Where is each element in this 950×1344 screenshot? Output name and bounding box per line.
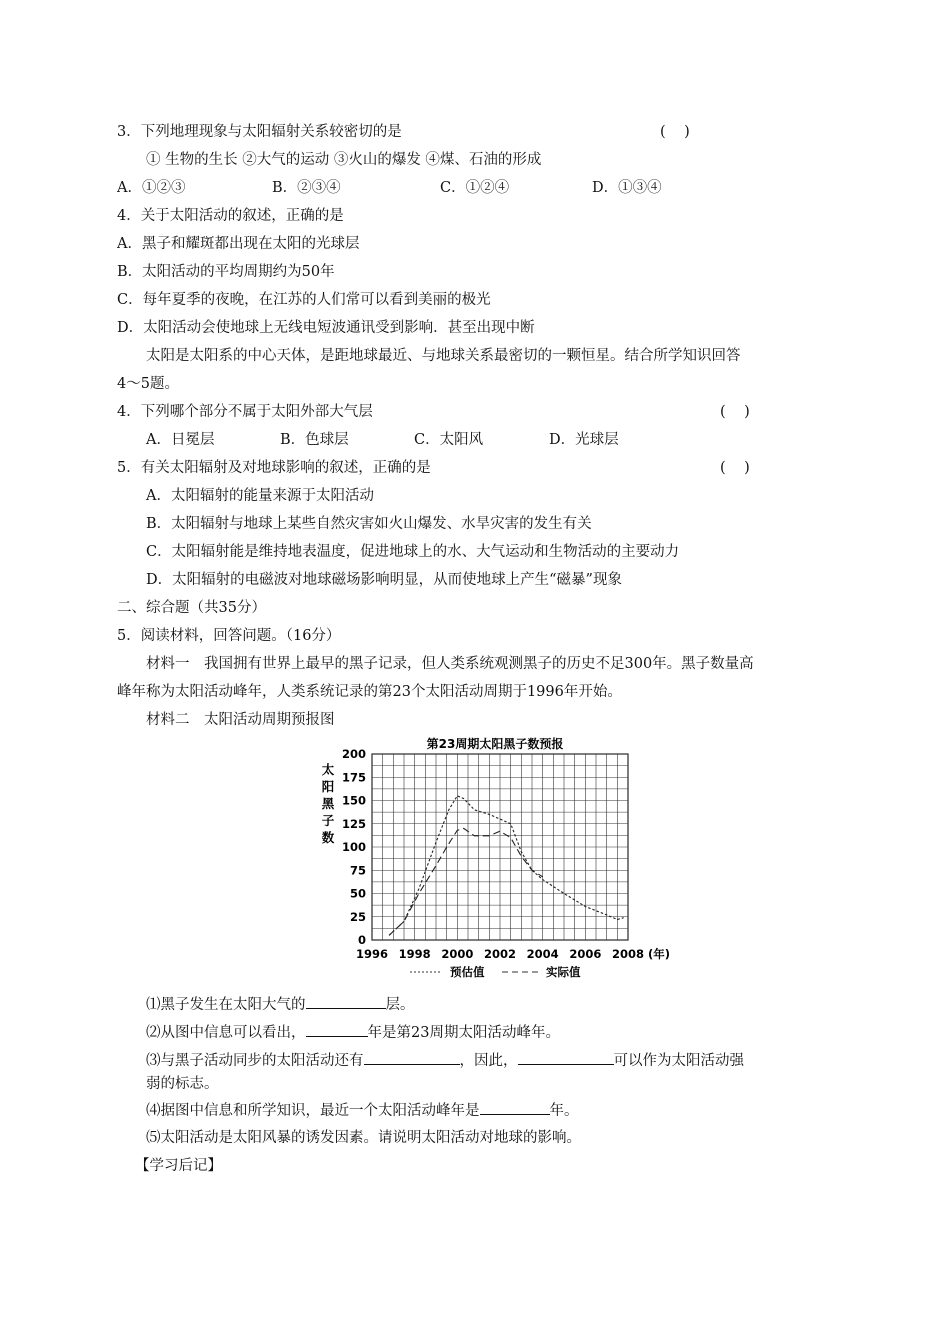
y-tick-label: 0 [357, 933, 366, 947]
subq-3-blank-2[interactable] [518, 1050, 614, 1065]
y-tick-label: 175 [341, 770, 366, 785]
chart-y-label [322, 762, 335, 845]
q3-option-b: B．②③④ [272, 180, 341, 196]
q4a-option-b: B．太阳活动的平均周期约为50年 [117, 264, 335, 280]
q3-option-c: C．①②④ [440, 180, 510, 196]
q4b-option-d: D．光球层 [549, 432, 619, 448]
q4b-stem: 4．下列哪个部分不属于太阳外部大气层 [117, 404, 373, 420]
q5a-answer-paren: ( ) [720, 460, 750, 476]
y-tick-label: 75 [349, 863, 366, 878]
y-tick-label: 100 [341, 840, 366, 854]
x-tick-label: 1996 [355, 947, 389, 961]
q5b-stem: 5．阅读材料，回答问题。（16分） [117, 628, 341, 644]
subq-3 [146, 1050, 744, 1071]
chart-grid [372, 754, 628, 940]
y-label-char: 黑 [321, 796, 335, 811]
chart-x-ticks [356, 947, 644, 961]
subq-2-blank[interactable] [306, 1022, 368, 1037]
x-tick-label: 2006 [569, 947, 602, 961]
y-tick-label: 200 [341, 747, 366, 761]
q3-answer-paren: ( ) [660, 124, 690, 140]
x-tick-label: 2008 [611, 947, 645, 961]
q4a-stem: 4．关于太阳活动的叙述，正确的是 [117, 208, 344, 224]
subq-2-suffix: 年是第23周期太阳活动峰年。 [367, 1025, 560, 1041]
legend-estimate-label: 预估值 [450, 965, 485, 979]
section-2-heading: 二、综合题（共35分） [117, 600, 266, 616]
subq-1-blank[interactable] [306, 994, 386, 1009]
subq-4-blank[interactable] [480, 1100, 550, 1115]
y-label-char: 阳 [321, 779, 335, 794]
q3-items: ① 生物的生长 ②大气的运动 ③火山的爆发 ④煤、石油的形成 [146, 152, 542, 168]
subq-4 [146, 1100, 579, 1121]
q5a-option-d: D．太阳辐射的电磁波对地球磁场影响明显，从而使地球上产生“磁暴”现象 [146, 572, 622, 588]
chart-series [389, 796, 624, 936]
q5a-stem: 5．有关太阳辐射及对地球影响的叙述，正确的是 [117, 460, 431, 476]
q4b-option-b: B．色球层 [280, 432, 349, 448]
subq-5: ⑸太阳活动是太阳风暴的诱发因素。请说明太阳活动对地球的影响。 [146, 1130, 581, 1146]
q4a-option-c: C．每年夏季的夜晚，在江苏的人们常可以看到美丽的极光 [117, 292, 491, 308]
subq-3-mid: ，因此， [459, 1053, 518, 1069]
y-tick-label: 125 [341, 816, 366, 831]
y-label-char: 子 [321, 813, 335, 828]
subq-2 [146, 1022, 560, 1043]
material-1-line-2: 峰年称为太阳活动峰年，人类系统记录的第23个太阳活动周期于1996年开始。 [117, 684, 622, 700]
subq-2-text: ⑵从图中信息可以看出， [146, 1025, 306, 1041]
sunspot-forecast-chart [310, 728, 680, 984]
afterword-heading: 【学习后记】 [135, 1158, 222, 1174]
y-tick-label: 150 [341, 793, 366, 808]
x-tick-label: 2004 [526, 947, 559, 961]
subq-3-blank-1[interactable] [364, 1050, 460, 1065]
chart-title: 第23周期太阳黑子数预报 [426, 737, 564, 751]
q3-option-d: D．①③④ [592, 180, 662, 196]
subq-4-suffix: 年。 [549, 1103, 579, 1119]
x-tick-label: 1998 [398, 947, 431, 961]
intro-line-1: 太阳是太阳系的中心天体，是距地球最近、与地球关系最密切的一颗恒星。结合所学知识回答 [146, 348, 741, 364]
q4b-answer-paren: ( ) [720, 404, 750, 420]
q5a-option-a: A．太阳辐射的能量来源于太阳活动 [146, 488, 374, 504]
y-label-char: 数 [321, 830, 335, 845]
x-tick-label: 2002 [483, 947, 517, 961]
subq-1-suffix: 层。 [385, 997, 415, 1013]
q4a-option-d: D．太阳活动会使地球上无线电短波通讯受到影响．甚至出现中断 [117, 320, 535, 336]
y-tick-label: 50 [349, 886, 366, 901]
y-label-char: 太 [321, 762, 335, 777]
y-tick-label: 25 [349, 909, 366, 924]
series-estimate-line [389, 796, 624, 936]
q4b-option-a: A．日冕层 [146, 432, 215, 448]
subq-3-text: ⑶与黑子活动同步的太阳活动还有 [146, 1053, 364, 1069]
q4b-option-c: C．太阳风 [414, 432, 484, 448]
q5a-option-b: B．太阳辐射与地球上某些自然灾害如火山爆发、水旱灾害的发生有关 [146, 516, 592, 532]
subq-4-text: ⑷据图中信息和所学知识，最近一个太阳活动峰年是 [146, 1103, 480, 1119]
subq-3-suffix: 可以作为太阳活动强 [613, 1053, 744, 1069]
subq-3-line-2: 弱的标志。 [146, 1076, 219, 1092]
subq-1 [146, 994, 415, 1015]
q5a-option-c: C．太阳辐射能是维持地表温度，促进地球上的水、大气运动和生物活动的主要动力 [146, 544, 680, 560]
q3-option-a: A．①②③ [117, 180, 186, 196]
chart-y-ticks [342, 747, 366, 947]
material-2-caption: 材料二 太阳活动周期预报图 [146, 712, 335, 728]
material-1-line-1: 材料一 我国拥有世界上最早的黑子记录，但人类系统观测黑子的历史不足300年。黑子数量高 [146, 656, 754, 672]
chart-x-unit: (年) [648, 947, 671, 961]
q3-stem: 3．下列地理现象与太阳辐射关系较密切的是 [117, 124, 402, 140]
q4a-option-a: A．黑子和耀斑都出现在太阳的光球层 [117, 236, 360, 252]
intro-line-2: 4～5题。 [117, 376, 179, 392]
subq-1-text: ⑴黑子发生在太阳大气的 [146, 997, 306, 1013]
legend-actual-label: 实际值 [546, 965, 581, 979]
x-tick-label: 2000 [441, 947, 474, 961]
